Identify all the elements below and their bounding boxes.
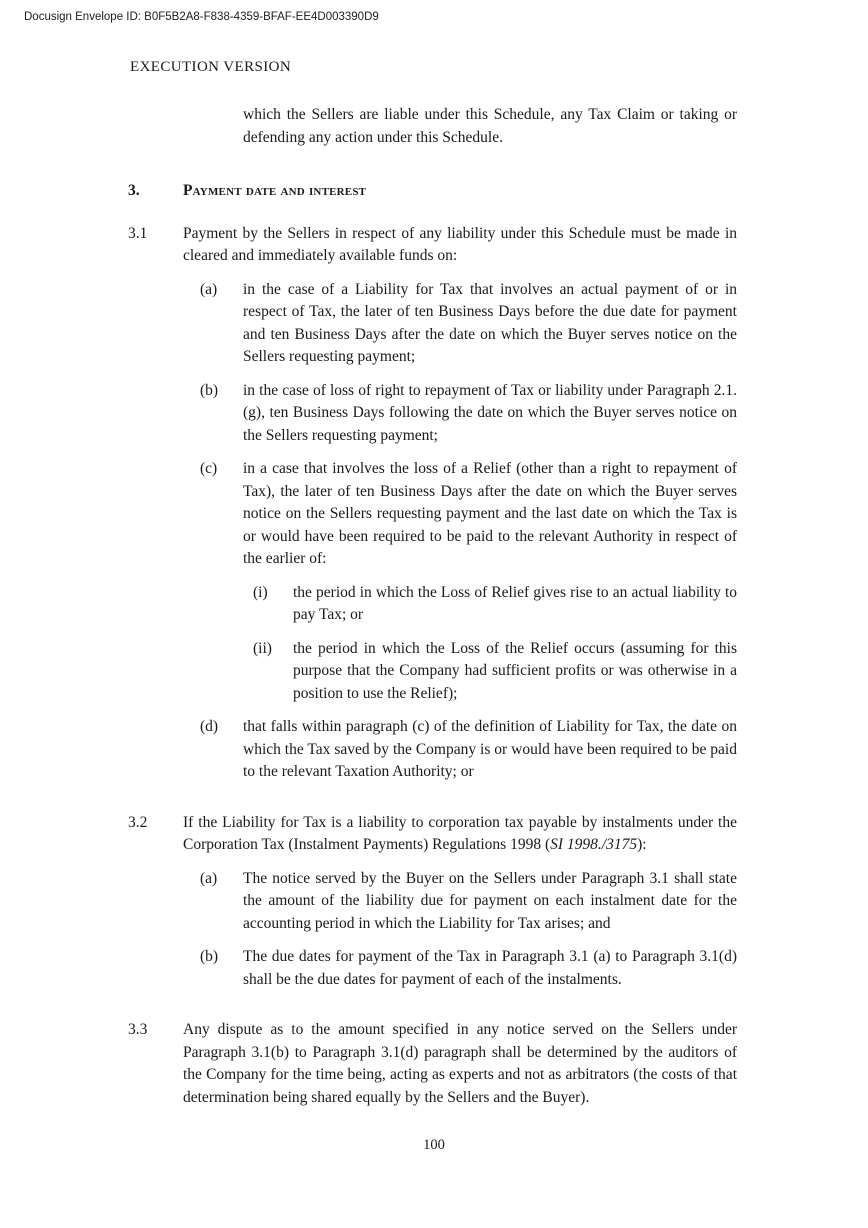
list-item-a [200, 279, 737, 369]
clause-3-3-body [183, 1019, 737, 1109]
execution-version-label: EXECUTION VERSION [130, 59, 292, 75]
list-item-a [200, 868, 737, 936]
statutory-instrument-reference: SI 1998./3175 [550, 836, 638, 853]
clause-3-2-intro [183, 812, 737, 857]
section-title: Payment date and interest [183, 182, 367, 199]
clause-3-3-number: 3.3 [128, 1021, 148, 1038]
item-label: (c) [200, 460, 218, 477]
list-item-b [200, 946, 737, 991]
subitem-label: (i) [253, 583, 268, 601]
section-3-heading [128, 180, 737, 203]
item-label: (a) [200, 869, 218, 887]
intro-text-after: ): [637, 836, 647, 853]
list-item-d [200, 716, 737, 784]
item-text: in the case of loss of right to repayment of Tax or liability under Paragraph 2.1.(g), ten Business Days following the date on which the Buyer serves notice on the Sellers requesting payment; [243, 381, 737, 444]
item-label: (b) [200, 381, 219, 399]
item-text: The due dates for payment of the Tax in Paragraph 3.1 (a) to Paragraph 3.1(d) shall be the due dates for payment of each of the instalments. [243, 948, 737, 988]
clause-3-2-number: 3.2 [128, 813, 148, 831]
item-text: that falls within paragraph (c) of the definition of Liability for Tax, the date on which the Tax saved by the Company is or would have been required to be paid to the relevant Taxation Authority; or [243, 718, 737, 780]
item-label: (a) [200, 280, 218, 298]
clause-3-1-intro: Payment by the Sellers in respect of any liability under this Schedule must be made in cleared and immediately available funds on: [183, 224, 737, 264]
item-text: in a case that involves the loss of a Relief (other than a right to repayment of Tax), the later of ten Business Days after the date on which the Buyer serves notice on the Sellers requesting payment and the last date on which the Tax is or would have been required to be paid to the relevant Authority in respect of the earlier of: [243, 460, 737, 567]
clause-3-1 [128, 223, 737, 784]
clause-3-2 [128, 812, 737, 992]
section-number: 3. [128, 182, 140, 199]
clause-3-2-body [183, 812, 737, 992]
clause-3-3 [128, 1019, 737, 1109]
clause-3-1-body [183, 223, 737, 784]
subitem-text: the period in which the Loss of Relief gives rise to an actual liability to pay Tax; or [293, 583, 737, 623]
clause-3-1-number: 3.1 [128, 224, 148, 242]
subitem-label: (ii) [253, 639, 272, 657]
docusign-envelope-id: Docusign Envelope ID: B0F5B2A8-F838-4359-BFAF-EE4D003390D9 [24, 11, 379, 23]
subitem-text: the period in which the Loss of the Relief occurs (assuming for this purpose that the Company had sufficient profits or was otherwise in a position to use the Relief); [293, 639, 737, 702]
item-label: (d) [200, 718, 219, 735]
list-item-b [200, 380, 737, 448]
list-item-c [200, 458, 737, 705]
intro-text-before: If the Liability for Tax is a liability to corporation tax payable by instalments under the Corporation Tax (Instalment Payments) Regulations 1998 ( [183, 813, 737, 853]
item-text: The notice served by the Buyer on the Sellers under Paragraph 3.1 shall state the amount of the liability due for payment on each instalment date for the accounting period in which the Liability for Tax arises; and [243, 869, 737, 932]
clause-3-3-text: Any dispute as to the amount specified in any notice served on the Sellers under Paragraph 3.1(b) to Paragraph 3.1(d) paragraph shall be determined by the auditors of the Company for the time being, acting as experts and not as arbitrators (the costs of that determination being shared equally by the Sellers and the Buyer). [183, 1021, 737, 1106]
item-label: (b) [200, 948, 219, 965]
sublist-item-ii [253, 638, 737, 706]
item-text: in the case of a Liability for Tax that involves an actual payment of or in respect of Tax, the later of ten Business Days before the due date for payment and ten Business Days after the date on which the Buyer serves notice on the Sellers requesting payment; [243, 280, 737, 365]
document-content [128, 104, 737, 1109]
sublist-item-i [253, 582, 737, 627]
page-number: 100 [423, 1137, 445, 1153]
continuation-paragraph: which the Sellers are liable under this Schedule, any Tax Claim or taking or defending any action under this Schedule. [243, 106, 737, 146]
